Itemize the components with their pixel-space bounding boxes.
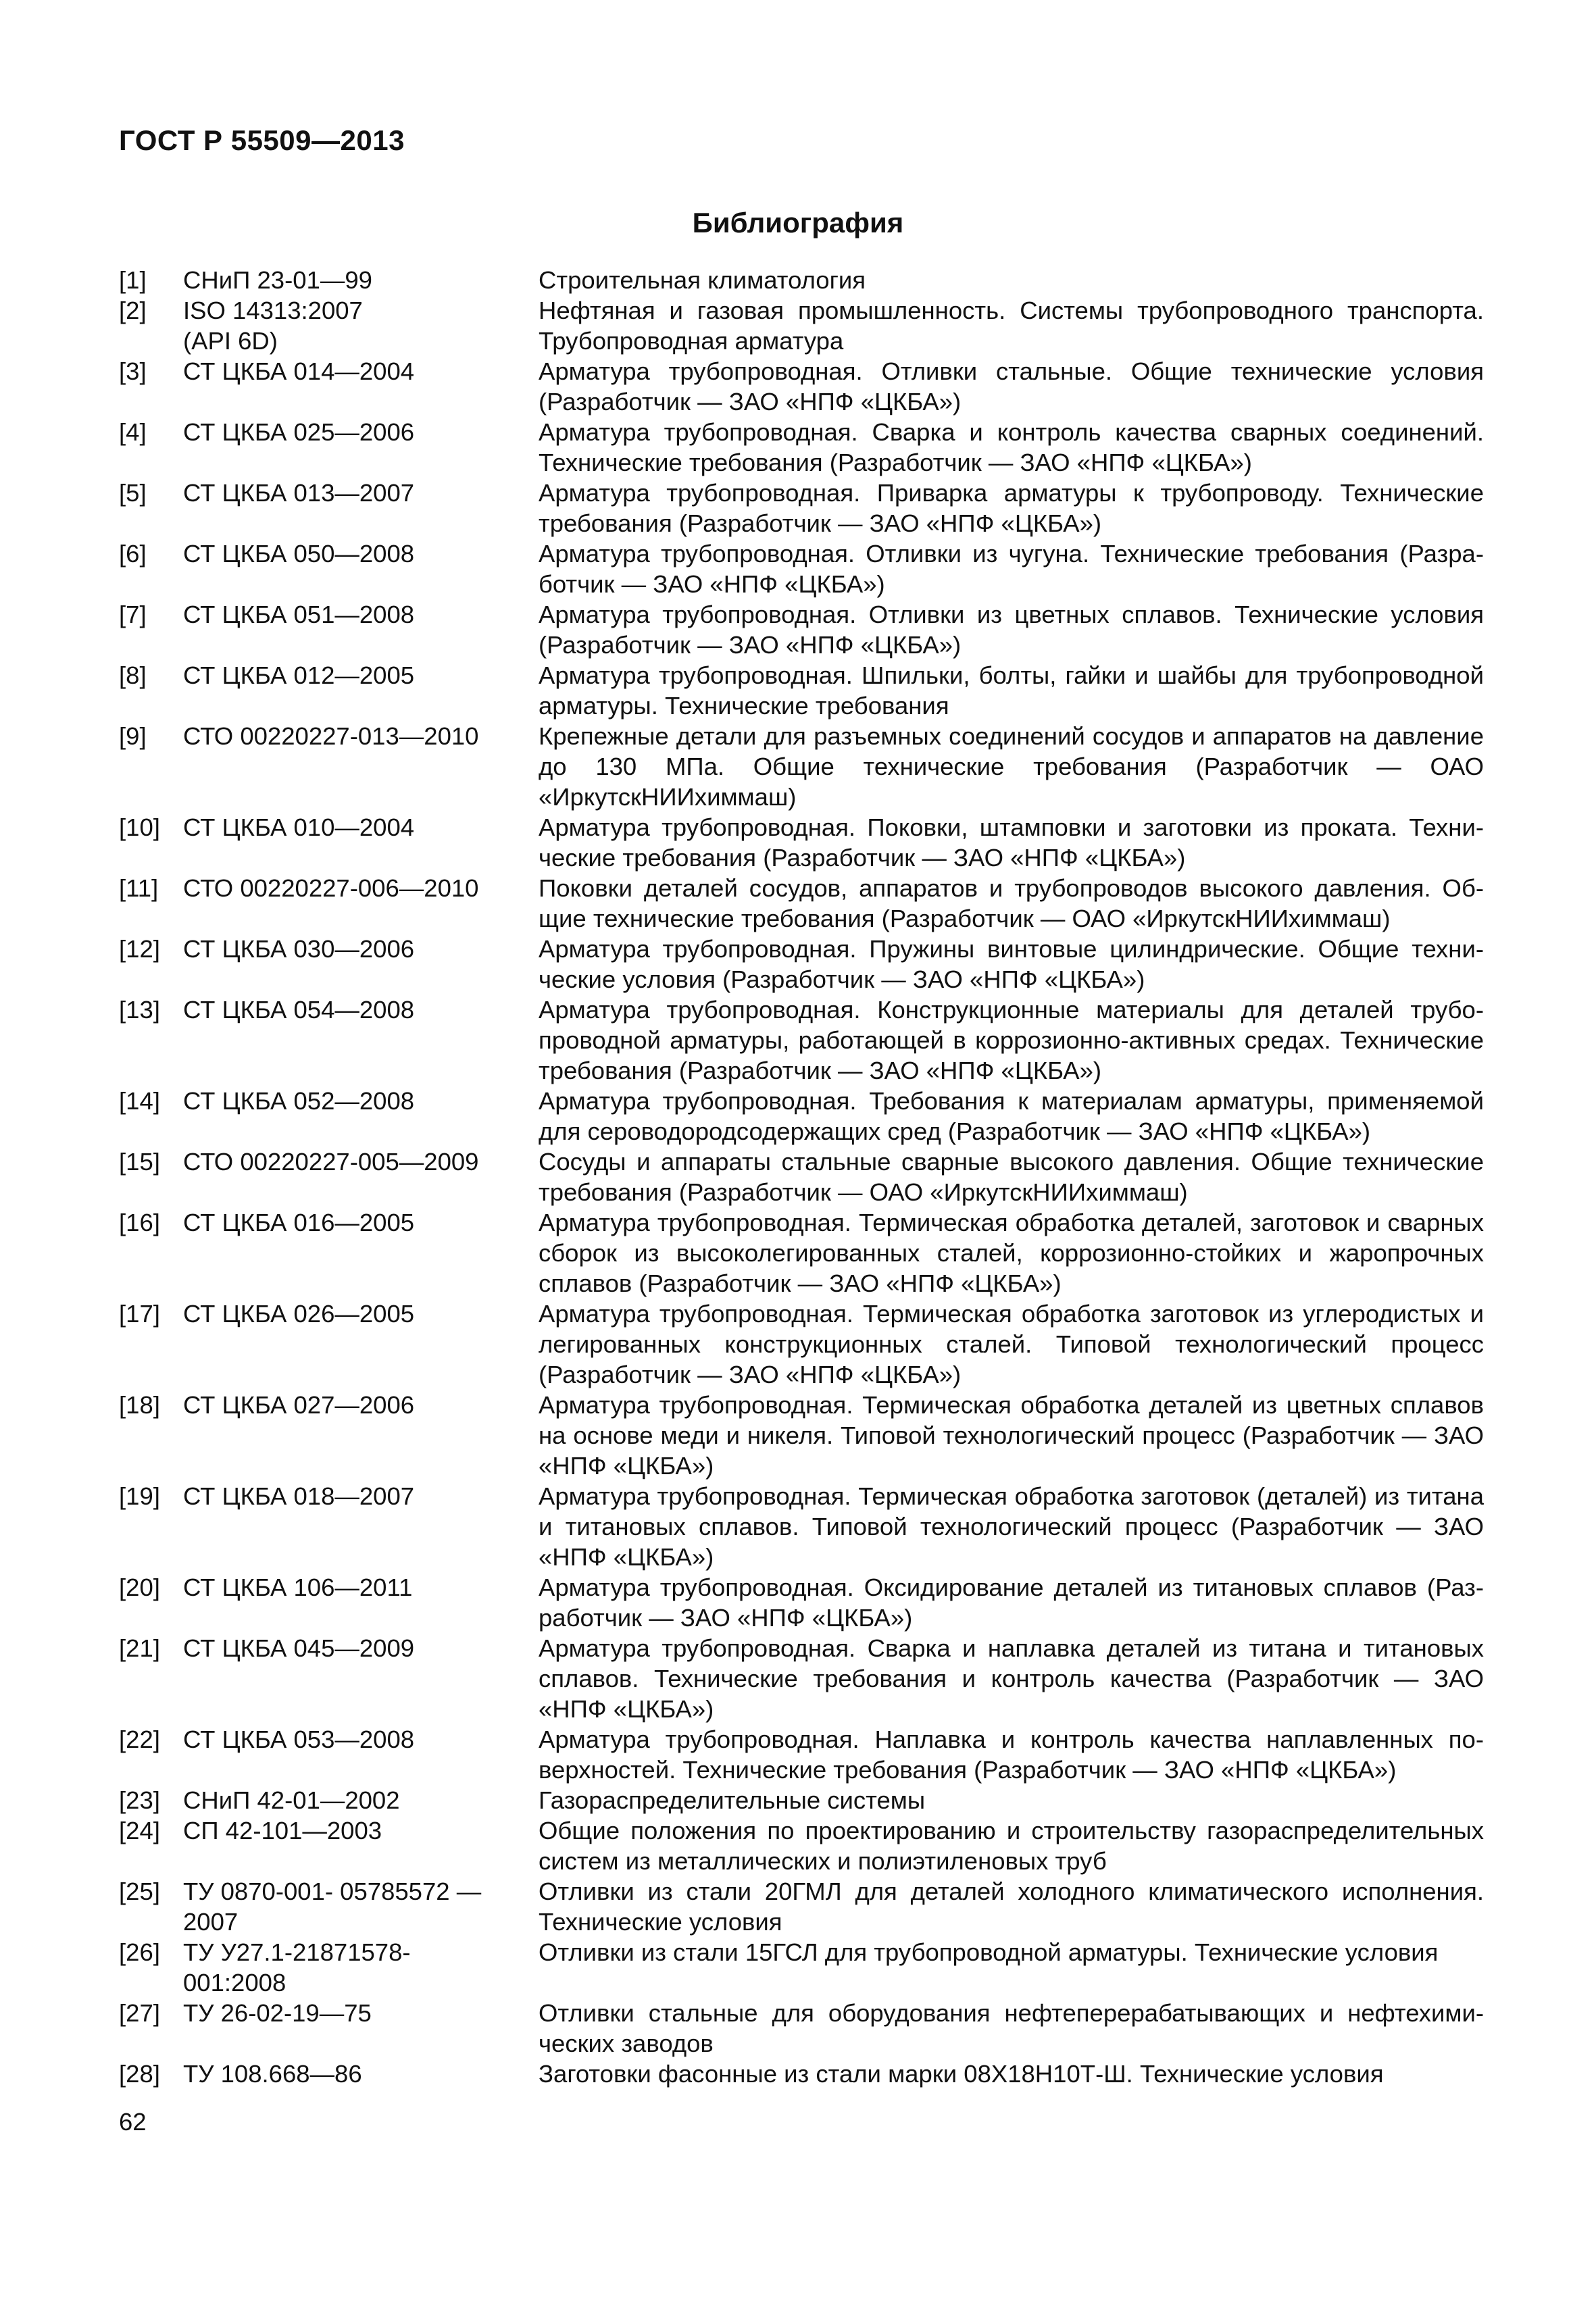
entry-document-code: СТ ЦКБА 051—2008 [183, 601, 415, 628]
bibliography-entry [119, 660, 1484, 721]
entry-description: Арматура трубопроводная. Приварка арматуры к трубопроводу. Технические требования (Разработчик — ЗАО «НПФ «ЦКБА») [539, 479, 1484, 537]
entry-description: Арматура трубопроводная. Отливки стальные. Общие технические условия (Разработчик — ЗАО «НПФ «ЦКБА») [539, 357, 1484, 416]
bibliography-entry [119, 478, 1484, 538]
entry-description: Газораспределительные системы [539, 1786, 926, 1814]
bibliography-entry [119, 599, 1484, 660]
entry-number: [5] [119, 479, 147, 507]
bibliography-entry [119, 721, 1484, 812]
entry-number: [23] [119, 1786, 160, 1814]
entry-document-code: СТ ЦКБА 018—2007 [183, 1482, 415, 1510]
entry-number: [1] [119, 266, 147, 294]
entry-number: [13] [119, 996, 160, 1024]
entry-number: [10] [119, 813, 160, 841]
bibliography-list [119, 265, 1484, 2089]
bibliography-entry [119, 1633, 1484, 1724]
entry-number: [20] [119, 1574, 160, 1601]
entry-document-code: СНиП 23-01—99 [183, 266, 372, 294]
entry-number: [8] [119, 661, 147, 689]
entry-number: [17] [119, 1300, 160, 1328]
bibliography-entry [119, 1481, 1484, 1572]
entry-document-code: СНиП 42-01—2002 [183, 1786, 400, 1814]
entry-description: Крепежные детали для разъемных соединений сосудов и аппаратов на давление до 130 МПа. Общие технические требования (Разработчик — ОАО «ИркутскНИИхиммаш) [539, 722, 1484, 811]
entry-document-code: СТ ЦКБА 054—2008 [183, 996, 415, 1024]
entry-number: [16] [119, 1209, 160, 1236]
entry-number: [25] [119, 1878, 160, 1905]
bibliography-entry [119, 1876, 1484, 1937]
entry-description: Арматура трубопроводная. Оксидирование деталей из титановых сплавов (Разработчик — ЗАО «НПФ «ЦКБА») [539, 1574, 1484, 1632]
bibliography-entry [119, 265, 1484, 295]
entry-number: [28] [119, 2060, 160, 2088]
bibliography-entry [119, 1937, 1484, 1998]
entry-description: Строительная климатология [539, 266, 866, 294]
entry-number: [6] [119, 540, 147, 568]
bibliography-entry [119, 1299, 1484, 1390]
entry-document-code: СТ ЦКБА 106—2011 [183, 1574, 413, 1601]
entry-description: Арматура трубопроводная. Отливки из цветных сплавов. Технические условия (Разработчик — ЗАО «НПФ «ЦКБА») [539, 601, 1484, 659]
bibliography-entry [119, 295, 1484, 356]
entry-document-code: СТО 00220227-013—2010 [183, 722, 479, 750]
entry-document-code: СТ ЦКБА 030—2006 [183, 935, 415, 963]
page-number: 62 [119, 2108, 147, 2136]
bibliography-entry [119, 995, 1484, 1086]
entry-document-code: СТ ЦКБА 014—2004 [183, 357, 415, 385]
entry-document-code: СТ ЦКБА 045—2009 [183, 1634, 415, 1662]
entry-description: Арматура трубопроводная. Конструкционные материалы для деталей трубопроводной арматуры, работающей в коррозионно-активных средах. Технические требования (Разработчик — ЗАО «НПФ «ЦКБА») [539, 996, 1484, 1084]
document-header: ГОСТ Р 55509—2013 [119, 124, 405, 156]
entry-number: [26] [119, 1938, 160, 1966]
bibliography-entry [119, 1086, 1484, 1147]
entry-document-code: ТУ 0870-001- 05785572 — 2007 [183, 1878, 482, 1936]
bibliography-entry [119, 1724, 1484, 1785]
entry-number: [21] [119, 1634, 160, 1662]
entry-description: Арматура трубопроводная. Сварка и наплавка деталей из титана и титановых сплавов. Технические требования и контроль качества (Разработчик — ЗАО «НПФ «ЦКБА») [539, 1634, 1484, 1723]
entry-description: Поковки деталей сосудов, аппаратов и трубопроводов высокого давления. Общие технические требования (Разработчик — ОАО «ИркутскНИИхиммаш) [539, 874, 1484, 932]
entry-description: Нефтяная и газовая промышленность. Системы трубопроводного транспорта. Трубопроводная арматура [539, 297, 1484, 355]
bibliography-entry [119, 812, 1484, 873]
entry-number: [2] [119, 297, 147, 324]
bibliography-entry [119, 417, 1484, 478]
bibliography-entry [119, 356, 1484, 417]
entry-description: Общие положения по проектированию и строительству газораспределительных систем из металлических и полиэтиленовых труб [539, 1817, 1484, 1875]
entry-document-code: СТ ЦКБА 010—2004 [183, 813, 415, 841]
entry-number: [3] [119, 357, 147, 385]
bibliography-entry [119, 2059, 1484, 2089]
entry-number: [24] [119, 1817, 160, 1844]
entry-number: [18] [119, 1391, 160, 1419]
entry-description: Заготовки фасонные из стали марки 08Х18Н10Т-Ш. Технические условия [539, 2060, 1384, 2088]
bibliography-entry [119, 1207, 1484, 1299]
entry-description: Арматура трубопроводная. Термическая обработка деталей из цветных сплавов на основе меди и никеля. Типовой технологический процесс (Разработчик — ЗАО «НПФ «ЦКБА») [539, 1391, 1484, 1480]
entry-number: [4] [119, 418, 147, 446]
entry-document-code: СТ ЦКБА 052—2008 [183, 1087, 415, 1115]
section-title: Библиография [692, 207, 904, 238]
entry-description: Арматура трубопроводная. Пружины винтовые цилиндрические. Общие технические условия (Разработчик — ЗАО «НПФ «ЦКБА») [539, 935, 1484, 993]
bibliography-entry [119, 1998, 1484, 2059]
entry-description: Отливки из стали 15ГСЛ для трубопроводной арматуры. Технические условия [539, 1938, 1439, 1966]
entry-number: [14] [119, 1087, 160, 1115]
entry-document-code: СП 42-101—2003 [183, 1817, 382, 1844]
entry-document-code: ТУ У27.1-21871578- 001:2008 [183, 1938, 411, 1996]
bibliography-entry [119, 1572, 1484, 1633]
entry-number: [7] [119, 601, 147, 628]
entry-description: Арматура трубопроводная. Сварка и контроль качества сварных соединений. Технические требования (Разработчик — ЗАО «НПФ «ЦКБА») [539, 418, 1484, 476]
entry-document-code: СТО 00220227-006—2010 [183, 874, 479, 902]
entry-document-code: СТО 00220227-005—2009 [183, 1148, 479, 1176]
entry-document-code: ТУ 26-02-19—75 [183, 1999, 372, 2027]
entry-description: Отливки из стали 20ГМЛ для деталей холодного климатического исполнения. Технические условия [539, 1878, 1484, 1936]
entry-description: Сосуды и аппараты стальные сварные высокого давления. Общие технические требования (Разработчик — ОАО «ИркутскНИИхиммаш) [539, 1148, 1484, 1206]
bibliography-entry [119, 873, 1484, 934]
bibliography-entry [119, 1390, 1484, 1481]
entry-description: Арматура трубопроводная. Наплавка и контроль качества наплавленных поверхностей. Технические требования (Разработчик — ЗАО «НПФ «ЦКБА») [539, 1726, 1484, 1784]
entry-number: [15] [119, 1148, 160, 1176]
entry-document-code: СТ ЦКБА 025—2006 [183, 418, 415, 446]
entry-document-code: ISO 14313:2007 (API 6D) [183, 297, 363, 355]
entry-number: [11] [119, 874, 159, 902]
entry-description: Арматура трубопроводная. Требования к материалам арматуры, применяемой для сероводородсодержащих сред (Разработчик — ЗАО «НПФ «ЦКБА») [539, 1087, 1484, 1145]
entry-description: Арматура трубопроводная. Термическая обработка деталей, заготовок и сварных сборок из высоколегированных сталей, коррозионно-стойких и жаропрочных сплавов (Разработчик — ЗАО «НПФ «ЦКБА») [539, 1209, 1484, 1297]
entry-number: [12] [119, 935, 160, 963]
bibliography-entry [119, 1147, 1484, 1207]
entry-description: Отливки стальные для оборудования нефтеперерабатывающих и нефтехимических заводов [539, 1999, 1484, 2057]
entry-number: [19] [119, 1482, 160, 1510]
entry-description: Арматура трубопроводная. Термическая обработка заготовок из углеродистых и легированных конструкционных сталей. Типовой технологический процесс (Разработчик — ЗАО «НПФ «ЦКБА») [539, 1300, 1484, 1388]
bibliography-entry [119, 1815, 1484, 1876]
entry-document-code: СТ ЦКБА 012—2005 [183, 661, 415, 689]
entry-description: Арматура трубопроводная. Термическая обработка заготовок (деталей) из титана и титановых сплавов. Типовой технологический процесс (Разработчик — ЗАО «НПФ «ЦКБА») [539, 1482, 1484, 1571]
entry-document-code: СТ ЦКБА 027—2006 [183, 1391, 415, 1419]
bibliography-entry [119, 1785, 1484, 1815]
entry-document-code: СТ ЦКБА 026—2005 [183, 1300, 415, 1328]
bibliography-entry [119, 934, 1484, 995]
entry-number: [27] [119, 1999, 160, 2027]
entry-document-code: СТ ЦКБА 053—2008 [183, 1726, 415, 1753]
entry-document-code: ТУ 108.668—86 [183, 2060, 362, 2088]
entry-description: Арматура трубопроводная. Поковки, штамповки и заготовки из проката. Технические требования (Разработчик — ЗАО «НПФ «ЦКБА») [539, 813, 1484, 872]
entry-description: Арматура трубопроводная. Шпильки, болты, гайки и шайбы для трубопроводной арматуры. Технические требования [539, 661, 1484, 720]
entry-number: [22] [119, 1726, 160, 1753]
bibliography-entry [119, 538, 1484, 599]
entry-number: [9] [119, 722, 147, 750]
entry-document-code: СТ ЦКБА 050—2008 [183, 540, 415, 568]
entry-description: Арматура трубопроводная. Отливки из чугуна. Технические требования (Разработчик — ЗАО «НПФ «ЦКБА») [539, 540, 1484, 598]
entry-document-code: СТ ЦКБА 016—2005 [183, 1209, 415, 1236]
entry-document-code: СТ ЦКБА 013—2007 [183, 479, 415, 507]
